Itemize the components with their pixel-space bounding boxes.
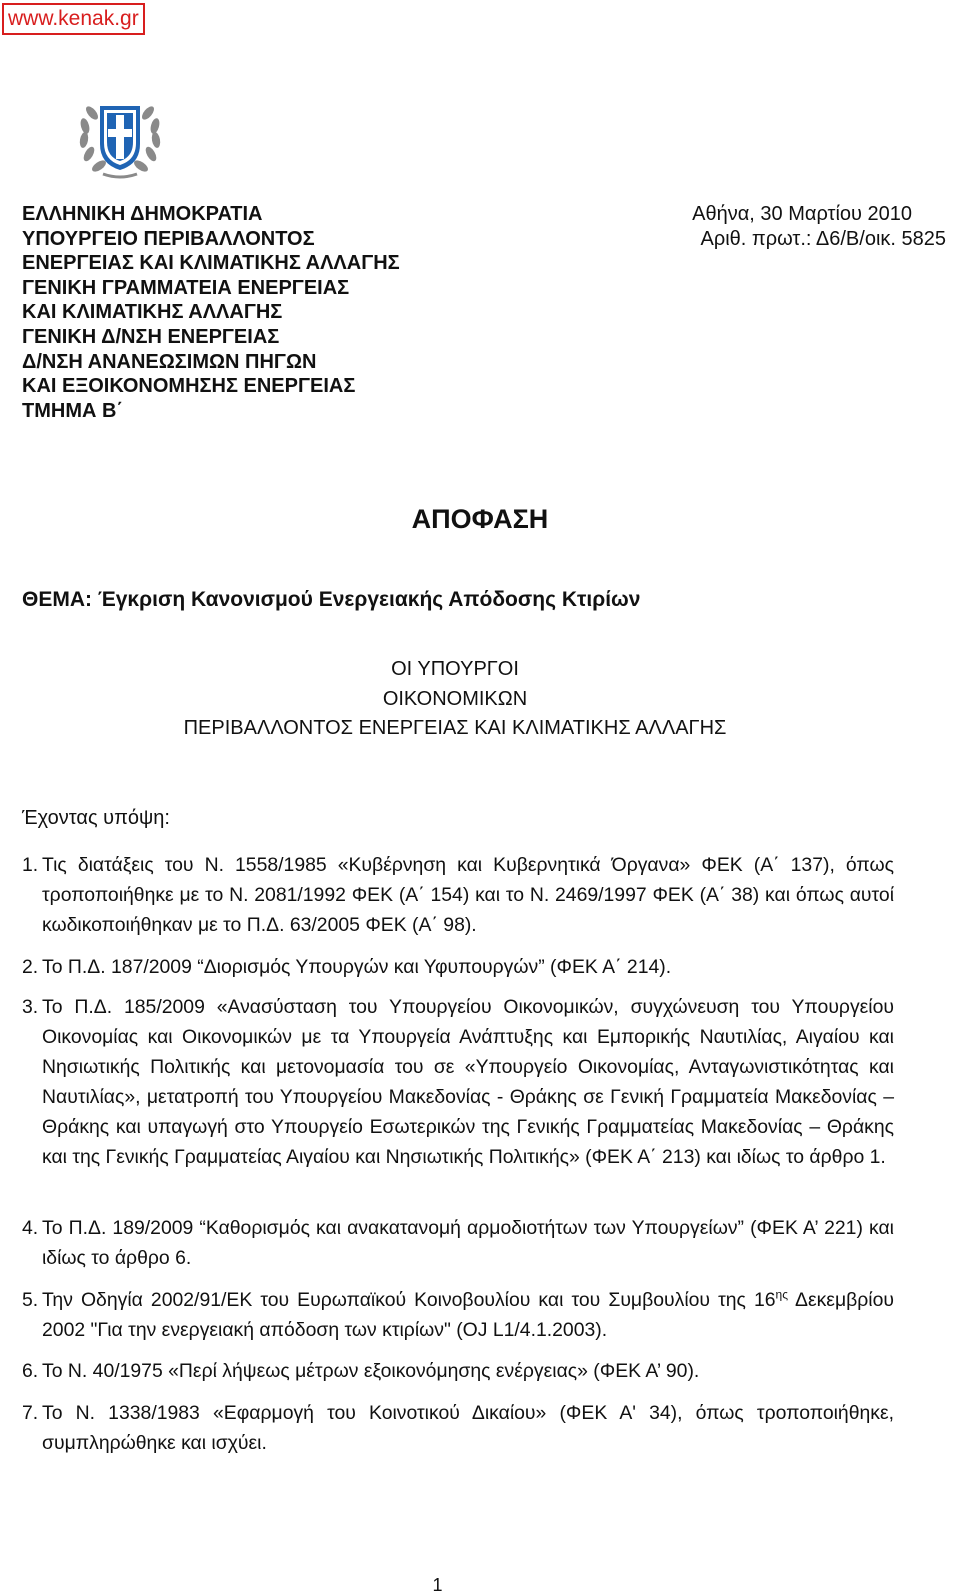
list-item-text bbox=[42, 1285, 894, 1345]
list-item-text: Το Ν. 40/1975 «Περί λήψεως μέτρων εξοικονόμησης ενέργειας» (ΦΕΚ Α’ 90). bbox=[42, 1360, 700, 1382]
list-item-number: 2. bbox=[22, 956, 39, 978]
page-number: 1 bbox=[432, 1575, 443, 1595]
authority-line: ΓΕΝΙΚΗ ΓΡΑΜΜΑΤΕΙΑ ΕΝΕΡΓΕΙΑΣ bbox=[22, 276, 350, 299]
list-item-number: 5. bbox=[22, 1289, 39, 1311]
list-item bbox=[22, 850, 894, 940]
protocol-number: Αριθ. πρωτ.: Δ6/Β/οικ. 5825 bbox=[700, 228, 946, 250]
list-item-text: Το Π.Δ. 187/2009 “Διορισμός Υπουργών και Υφυπουργών” (ΦΕΚ Α΄ 214). bbox=[42, 956, 672, 978]
list-item-number: 1. bbox=[22, 854, 39, 876]
list-item bbox=[22, 992, 894, 1172]
ministers-block bbox=[0, 655, 910, 744]
ministers-line: ΟΙΚΟΝΟΜΙΚΩΝ bbox=[382, 687, 528, 710]
list-item bbox=[22, 1213, 894, 1273]
authority-line: ΕΛΛΗΝΙΚΗ ΔΗΜΟΚΡΑΤΙΑ bbox=[22, 203, 263, 225]
list-item-text: Το Π.Δ. 185/2009 «Ανασύσταση του Υπουργείου Οικονομικών, συγχώνευση του Υπουργείου Οικονομίας και Οικονομικών με τα Υπουργεία Ανάπτυξης και Εμπορικής Ναυτιλίας, Αιγαίου και Νησιωτικής Πολιτικής και μετονομασία του σε «Υπουργείο Οικονομίας, Ανταγωνιστικότητας και Ναυτιλίας», μετατροπή του Υπουργείου Μακεδονίας - Θράκης σε Γενική Γραμματεία Μακεδονίας – Θράκης και υπαγωγή στο Υπουργείο Εσωτερικών της Γενικής Γραμματείας Μακεδονίας – Θράκης και της Γενικής Γραμματείας Αιγαίου και Νησιωτικής Πολιτικής» (ΦΕΚ Α΄ 213) και ιδίως το άρθρο 1. bbox=[42, 996, 894, 1168]
considering-heading: Έχοντας υπόψη: bbox=[22, 807, 170, 829]
ministers-line: ΟΙ ΥΠΟΥΡΓΟΙ bbox=[391, 658, 519, 680]
list-item-text: Τις διατάξεις του Ν. 1558/1985 «Κυβέρνηση και Κυβερνητικά Όργανα» ΦΕΚ (Α΄ 137), όπως τροποποιήθηκε με το Ν. 2081/1992 ΦΕΚ (Α΄ 154) και το Ν. 2469/1997 ΦΕΚ (Α΄ 38) και όπως αυτοί κωδικοποιήθηκαν με το Π.Δ. 63/2005 ΦΕΚ (Α΄ 98). bbox=[42, 854, 894, 936]
list-item bbox=[22, 1356, 894, 1386]
authority-line: Δ/ΝΣΗ ΑΝΑΝΕΩΣΙΜΩΝ ΠΗΓΩΝ bbox=[22, 350, 317, 373]
authority-line: ΤΜΗΜΑ Β΄ bbox=[22, 399, 124, 422]
list-item-text: Το Ν. 1338/1983 «Εφαρμογή του Κοινοτικού Δικαίου» (ΦΕΚ Α' 34), όπως τροποποιήθηκε, συμπληρώθηκε και ισχύει. bbox=[42, 1402, 894, 1454]
date-protocol-block bbox=[692, 202, 946, 252]
ministers-line: ΠΕΡΙΒΑΛΛΟΝΤΟΣ ΕΝΕΡΓΕΙΑΣ ΚΑΙ ΚΛΙΜΑΤΙΚΗΣ ΑΛΛΑΓΗΣ bbox=[183, 717, 727, 739]
list-item-number: 4. bbox=[22, 1217, 39, 1239]
list-item-text-part: Την Οδηγία 2002/91/ΕΚ του Ευρωπαϊκού Κοινοβουλίου και του Συμβουλίου της 16 bbox=[42, 1289, 776, 1311]
watermark-link[interactable]: www.kenak.gr bbox=[2, 3, 145, 35]
authority-line: ΥΠΟΥΡΓΕΙΟ ΠΕΡΙΒΑΛΛΟΝΤΟΣ bbox=[22, 227, 315, 250]
subject-line: ΘΕΜΑ: Έγκριση Κανονισμού Ενεργειακής Απόδοσης Κτιρίων bbox=[22, 588, 641, 611]
list-item bbox=[22, 1398, 894, 1458]
greek-coat-of-arms-icon bbox=[75, 96, 165, 180]
authority-line: ΕΝΕΡΓΕΙΑΣ ΚΑΙ ΚΛΙΜΑΤΙΚΗΣ ΑΛΛΑΓΗΣ bbox=[22, 252, 400, 275]
list-item bbox=[22, 952, 894, 982]
list-item-number: 3. bbox=[22, 996, 39, 1018]
list-item-number: 6. bbox=[22, 1360, 39, 1382]
list-item bbox=[22, 1285, 894, 1345]
list-item-text-part: Δεκεμβρίου 2002 "Για την ενεργειακή απόδοση των κτιρίων" (OJ L1/4.1.2003). bbox=[42, 1289, 894, 1341]
ordinal-superscript: ης bbox=[775, 1287, 788, 1302]
authority-line: ΚΑΙ ΕΞΟΙΚΟΝΟΜΗΣΗΣ ΕΝΕΡΓΕΙΑΣ bbox=[22, 375, 356, 398]
issuing-authority-block bbox=[22, 202, 400, 423]
list-item-number: 7. bbox=[22, 1402, 39, 1424]
decision-title: ΑΠΟΦΑΣΗ bbox=[411, 504, 549, 534]
list-item-text: Το Π.Δ. 189/2009 “Καθορισμός και ανακατανομή αρμοδιοτήτων των Υπουργείων” (ΦΕΚ Α’ 221) και ιδίως το άρθρο 6. bbox=[42, 1217, 894, 1269]
authority-line: ΓΕΝΙΚΗ Δ/ΝΣΗ ΕΝΕΡΓΕΙΑΣ bbox=[22, 325, 280, 348]
document-date: Αθήνα, 30 Μαρτίου 2010 bbox=[692, 203, 912, 225]
authority-line: ΚΑΙ ΚΛΙΜΑΤΙΚΗΣ ΑΛΛΑΓΗΣ bbox=[22, 301, 283, 324]
